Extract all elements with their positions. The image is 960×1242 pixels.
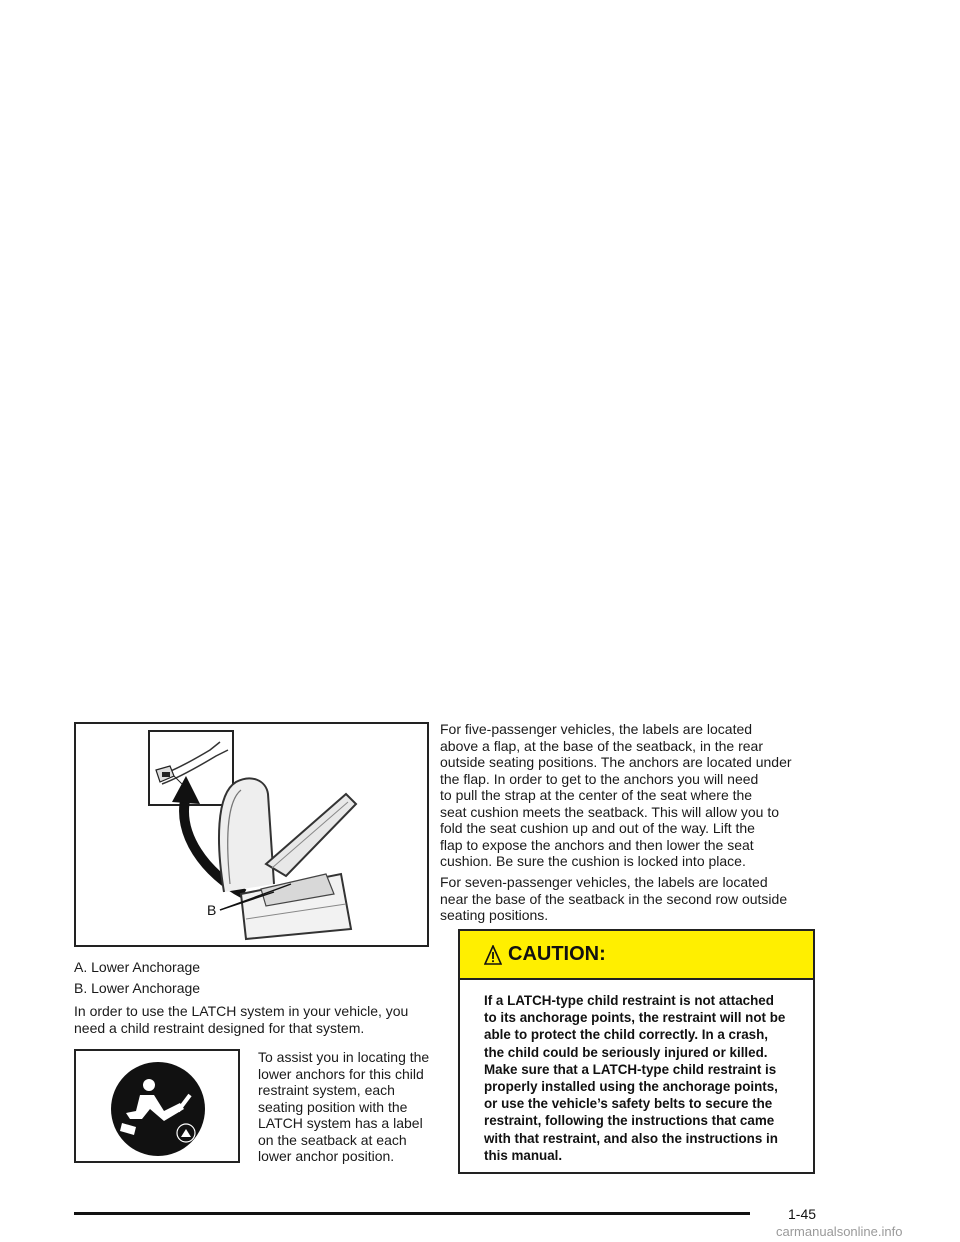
caution-header (460, 931, 813, 980)
caution-line: the child could be seriously injured or killed. (484, 1044, 768, 1060)
five-passenger-paragraph (440, 721, 830, 870)
warning-triangle-icon (484, 945, 502, 965)
symbol-line: LATCH system has a label (258, 1115, 423, 1131)
caution-line: with that restraint, and also the instructions in (484, 1130, 778, 1146)
caption-a: A. Lower Anchorage (74, 959, 201, 975)
child-seat-symbol-icon (76, 1051, 238, 1161)
caution-line: restraint, following the instructions that came (484, 1113, 775, 1129)
text-line: above a flap, at the base of the seatback, in the rear (440, 737, 763, 754)
caution-body (460, 980, 813, 1164)
text-line: cushion. Be sure the cushion is locked into place. (440, 853, 746, 869)
caution-line: to its anchorage points, the restraint will not be (484, 1010, 786, 1026)
caution-line: If a LATCH-type child restraint is not attached (484, 993, 774, 1008)
symbol-line: seating position with the (258, 1098, 408, 1115)
caution-line: properly installed using the anchorage points, (484, 1079, 778, 1095)
text-line: fold the seat cushion up and out of the way. Lift the (440, 820, 755, 836)
symbol-line: lower anchors for this child (258, 1065, 424, 1082)
watermark: carmanualsonline.info (776, 1224, 903, 1239)
text-line: near the base of the seatback in the second row outside (440, 890, 788, 907)
latch-intro-paragraph: In order to use the LATCH system in your vehicle, you need a child restraint designed for that system. (74, 1003, 409, 1036)
caution-line: Make sure that a LATCH-type child restraint is (484, 1061, 777, 1077)
text-line: the flap. In order to get to the anchors you will need (440, 770, 759, 787)
seat-illustration (76, 724, 427, 945)
text-line: outside seating positions. The anchors are located under (440, 754, 792, 770)
caution-box (458, 929, 815, 1174)
symbol-line: restraint system, each (258, 1082, 395, 1098)
seat-anchorage-figure (74, 722, 429, 947)
text-line: For five-passenger vehicles, the labels are located (440, 721, 753, 737)
page-number: 1-45 (788, 1206, 817, 1222)
figure-label-b: B (207, 902, 217, 918)
text-line: seating positions. (440, 907, 549, 923)
symbol-line: To assist you in locating the (258, 1049, 430, 1065)
caution-line: this manual. (484, 1147, 563, 1163)
seven-passenger-paragraph (440, 874, 830, 924)
text-line: seat cushion meets the seatback. This will allow you to (440, 803, 780, 820)
text-line: flap to expose the anchors and then lower the seat (440, 836, 754, 853)
footer-rule (74, 1212, 750, 1215)
latch-symbol-box (74, 1049, 240, 1163)
latch-label-description (258, 1049, 438, 1165)
caption-b: B. Lower Anchorage (74, 980, 201, 996)
text-line: For seven-passenger vehicles, the labels are located (440, 874, 768, 890)
symbol-line: lower anchor position. (258, 1148, 395, 1164)
symbol-line: on the seatback at each (258, 1131, 407, 1148)
text-line: to pull the strap at the center of the seat where the (440, 787, 753, 803)
caution-title: CAUTION: (508, 943, 606, 965)
caution-line: or use the vehicle’s safety belts to secure the (484, 1096, 773, 1112)
caution-line: able to protect the child correctly. In a crash, (484, 1027, 769, 1043)
